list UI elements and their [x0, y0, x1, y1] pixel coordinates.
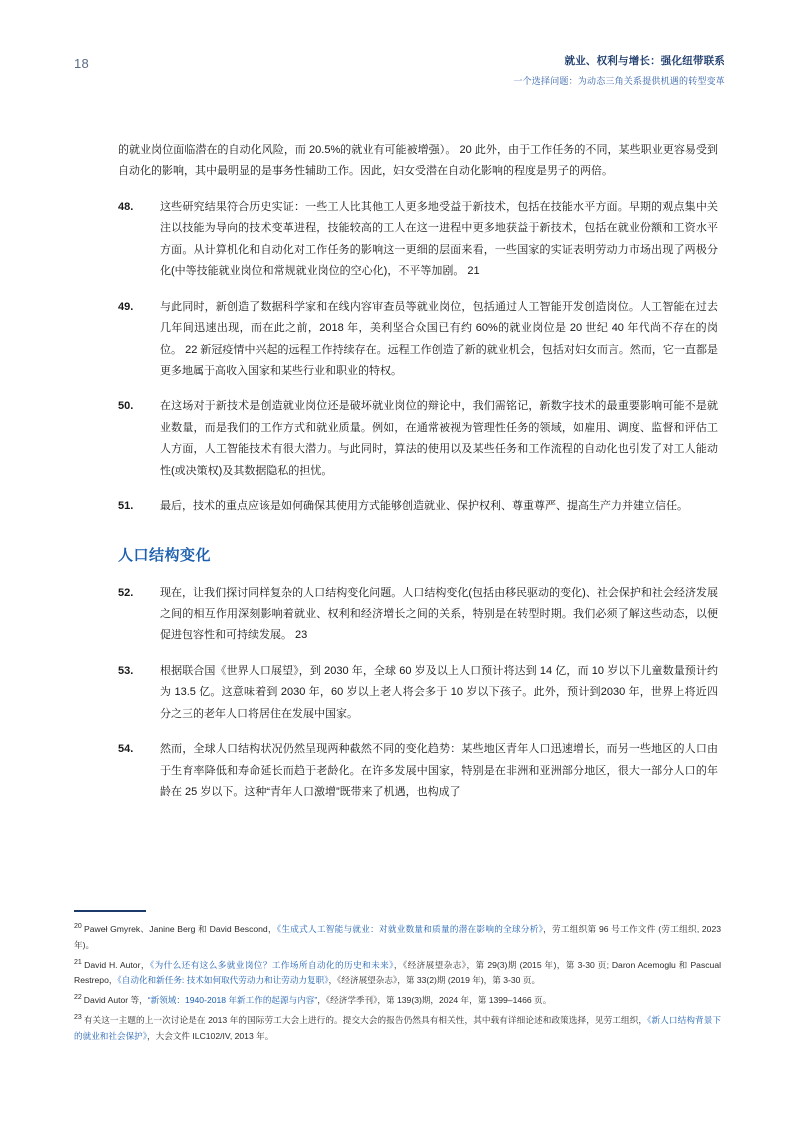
footnote-text: David Autor 等，: [83, 995, 148, 1006]
footnote-item: [74, 993, 721, 1009]
footnote-text: ，《经济展望杂志》，第 29(3)期 (2015 年)，第 3-30 页; Daron Acemoglu 和 Pascual Restrepo，: [74, 959, 722, 986]
footnote-marker: 23: [74, 1014, 84, 1022]
paragraph-text: 根据联合国《世界人口展望》，到 2030 年，全球 60 岁及以上人口预计将达到 14 亿，而 10 岁以下儿童数量预计约为 13.5 亿。这意味着到 2030 年，60 岁以上老人将会多于 10 岁以下孩子。此外，预计到2030 年，世界上将近四分之三的老年人口将居住在发展中国家。: [160, 664, 718, 720]
numbered-paragraph: [118, 297, 718, 383]
footnote-divider: [74, 910, 146, 912]
footnote-marker: 21: [74, 958, 85, 966]
footnote-marker: 22: [74, 994, 84, 1002]
footnote-text: Paweł Gmyrek、Janine Berg 和 David Bescond，: [84, 923, 277, 934]
footnote-item: [74, 1013, 721, 1045]
footnote-text: David H. Autor，: [84, 959, 150, 970]
paragraph-text: 然而，全球人口结构状况仍然呈现两种截然不同的变化趋势：某些地区青年人口迅速增长，而另一些地区的人口由于生育率降低和寿命延长而趋于老龄化。在许多发展中国家，特别是在非洲和亚洲部分地区，很大一部分人口的年龄在 25 岁以下。这种“青年人口激增”既带来了机遇，也构成了: [160, 743, 718, 799]
paragraph-number: 51.: [118, 500, 134, 513]
paragraph-number: 50.: [118, 400, 134, 413]
footnote-link[interactable]: 《新人口结构背景下的就业和社会保护》: [74, 1015, 722, 1042]
footnote-marker: 20: [74, 922, 85, 930]
footnote-text: ，《经济学季刊》，第 139(3)期，2024 年，第 1399–1466 页。: [317, 995, 552, 1006]
paragraph-text: 的就业岗位面临潜在的自动化风险，而 20.5%的就业有可能被增强）。 20 此外，由于工作任务的不同，某些职业更容易受到自动化的影响，其中最明显的是事务性辅助工作。因此，妇女受潜在自动化影响的程度是男子的两倍。: [118, 144, 718, 178]
paragraph-text: 在这场对于新技术是创造就业岗位还是破坏就业岗位的辩论中，我们需铭记，新数字技术的最重要影响可能不是就业数量，而是我们的工作方式和就业质量。例如，在通常被视为管理性任务的领域，如雇用、调度、监督和评估工人方面，人工智能技术有很大潜力。与此同时，算法的使用以及某些任务和工作流程的自动化也引发了对工人能动性(或决策权)及其数据隐私的担忧。: [160, 400, 718, 477]
paragraph-text: 现在，让我们探讨同样复杂的人口结构变化问题。人口结构变化(包括由移民驱动的变化)、社会保护和社会经济发展之间的相互作用深刻影响着就业、权利和经济增长之间的关系，特别是在转型时期。我们必须了解这些动态，以便促进包容性和可持续发展。 23: [160, 586, 718, 642]
paragraph-text: 与此同时，新创造了数据科学家和在线内容审查员等就业岗位，包括通过人工智能开发创造岗位。人工智能在过去几年间迅速出现，而在此之前，2018 年，美利坚合众国已有约 60%的就业岗位是 20 世纪 40 年代尚不存在的岗位。 22 新冠疫情中兴起的远程工作持续存在。远程工作创造了新的就业机会，包括对妇女而言。然而，它一直都是更多地属于高收入国家和某些行业和职业的特权。: [160, 300, 718, 377]
page-header: [74, 54, 725, 100]
page-number: 18: [74, 56, 90, 71]
footnote-text: ，大会文件 ILC102/IV, 2013 年。: [147, 1031, 274, 1042]
footnote-link[interactable]: 《为什么还有这么多就业岗位？工作场所自动化的历史和未来》: [149, 959, 394, 970]
header-titles: [513, 54, 725, 88]
numbered-paragraph: [118, 496, 718, 517]
paragraph-text: 这些研究结果符合历史实证：一些工人比其他工人更多地受益于新技术，包括在技能水平方面。早期的观点集中关注以技能为导向的技术变革进程，技能较高的工人在这一进程中更多地获益于新技术，包括在就业份额和工资水平方面。从计算机化和自动化对工作任务的影响这一更细的层面来看，一些国家的实证表明劳动力市场出现了两极分化(中等技能就业岗位和常规就业岗位的空心化)，不平等加剧。 21: [160, 200, 718, 278]
numbered-paragraph: [118, 583, 718, 647]
section-heading: 人口结构变化: [118, 546, 212, 564]
footnote-item: [74, 958, 721, 990]
footnote-link[interactable]: “新领域：1940-2018 年新工作的起源与内容”: [147, 995, 318, 1006]
paragraph-number: 48.: [118, 200, 134, 213]
paragraph-number: 49.: [118, 300, 134, 313]
paragraph-number: 52.: [118, 586, 134, 599]
numbered-paragraph: [118, 661, 718, 725]
document-title: 就业、权利与增长：强化纽带联系: [564, 55, 725, 67]
numbered-paragraph: [118, 396, 718, 482]
footnote-link[interactable]: 《生成式人工智能与就业：对就业数量和质量的潜在影响的全球分析》: [276, 923, 544, 934]
document-subtitle: 一个选择问题：为动态三角关系提供机遇的转型变革: [513, 75, 725, 86]
footnote-link[interactable]: 《自动化和新任务: 技术如何取代劳动力和让劳动力复职》: [117, 975, 329, 986]
footnote-text: 有关这一主题的上一次讨论是在 2013 年的国际劳工大会上进行的。提交大会的报告仍然具有相关性，其中载有详细论述和政策选择，见劳工组织，: [83, 1015, 648, 1026]
paragraph-text: 最后，技术的重点应该是如何确保其使用方式能够创造就业、保护权利、尊重尊严、提高生产力并建立信任。: [160, 500, 688, 513]
lead-paragraph: [118, 140, 718, 183]
footnotes-section: [74, 910, 721, 1049]
numbered-paragraph: [118, 197, 718, 283]
paragraph-number: 54.: [118, 743, 134, 756]
page-content: [118, 140, 718, 818]
footnote-text: ，劳工组织第 96 号工作文件 (劳工组织, 2023 年)。: [74, 923, 722, 950]
footnote-text: ，《经济展望杂志》，第 33(2)期 (2019 年)，第 3-30 页。: [328, 975, 541, 986]
paragraph-number: 53.: [118, 664, 134, 677]
footnote-item: [74, 922, 721, 954]
numbered-paragraph: [118, 739, 718, 803]
